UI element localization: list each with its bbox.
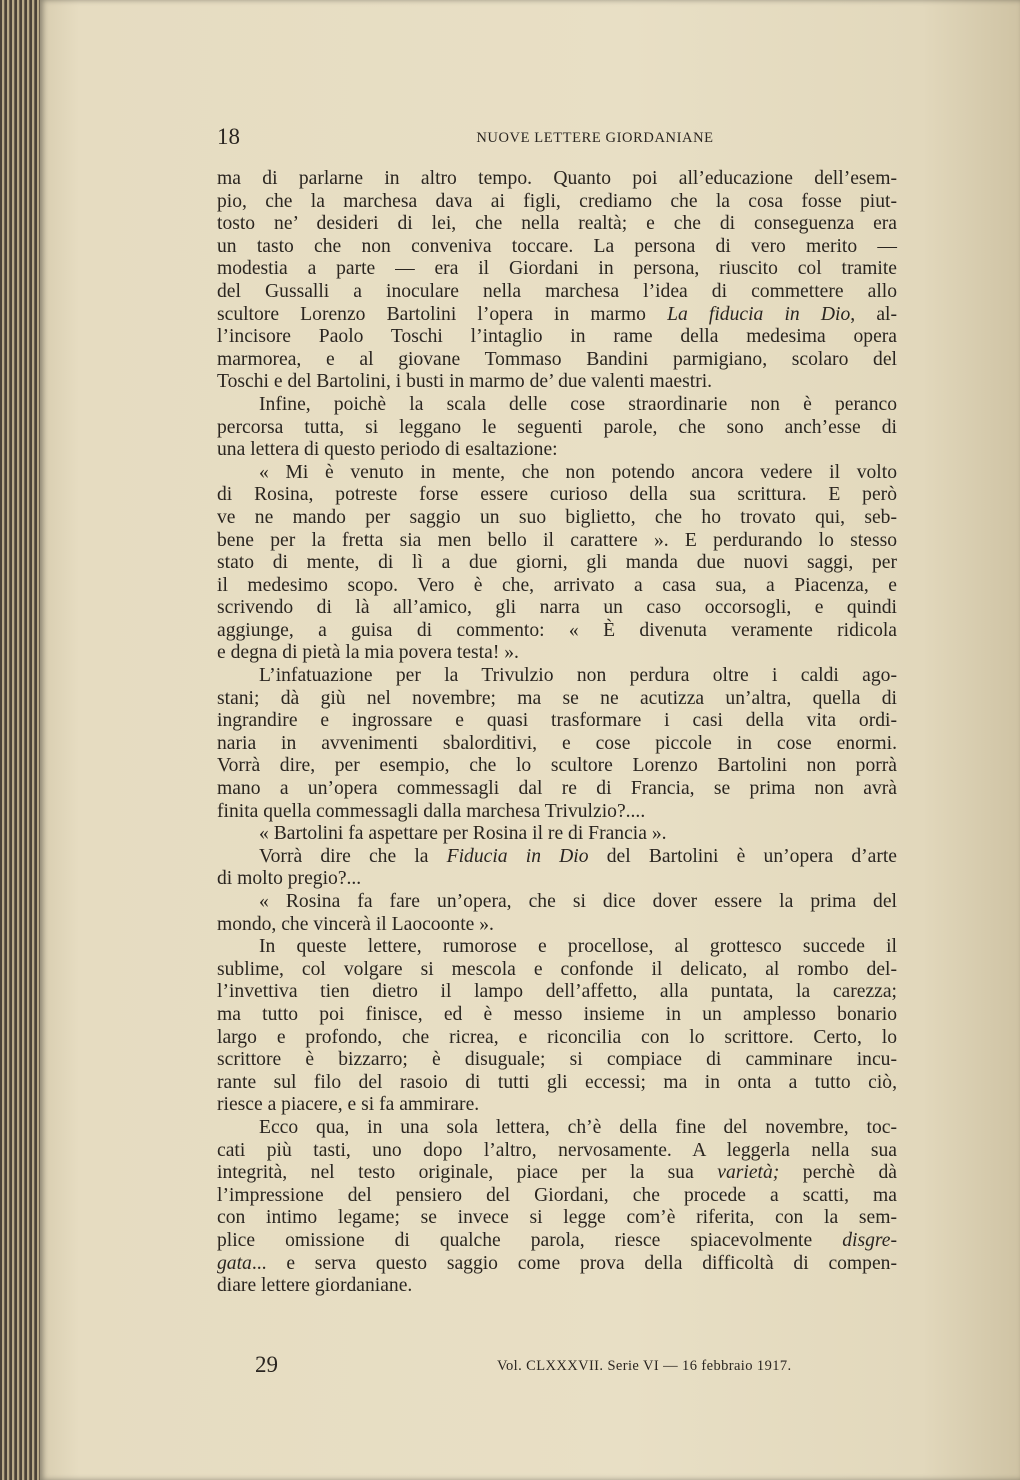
text-line: « Mi è venuto in mente, che non potendo ancora vedere il volto [259, 461, 897, 483]
text-line: il medesimo scopo. Vero è che, arrivato a casa sua, a Piacenza, e [217, 574, 897, 596]
text-line: l’invettiva tien dietro il lampo dell’affetto, alla puntata, la carezza; [217, 981, 897, 1003]
text-line: mano a un’opera commessagli dal re di Francia, se prima non avrà [217, 778, 897, 800]
text-span: del Bartolini è un’opera d’arte [588, 845, 898, 867]
text-line: tosto ne’ desideri di lei, che nella realtà; e che di conseguenza era [217, 213, 897, 235]
text-line: scrivendo di là all’amico, gli narra un caso occorsogli, e quindi [217, 597, 897, 619]
text-line: Infine, poichè la scala delle cose straordinarie non è peranco [259, 393, 897, 415]
paragraph [217, 168, 897, 394]
text-line [217, 1162, 897, 1185]
text-line: sublime, col volgare si mescola e confonde il delicato, al rombo del- [217, 958, 897, 980]
text-line [217, 1230, 897, 1253]
signature-number: 29 [255, 1352, 278, 1377]
italic-text: Fiducia in Dio [446, 845, 589, 867]
text-line: bene per la fretta sia men bello il carattere ». E perdurando lo stesso [217, 529, 897, 551]
volume-info: Vol. CLXXXVII. Serie VI — 16 febbraio 1917. [497, 1358, 792, 1374]
paragraph [217, 665, 897, 823]
text-line: un tasto che non conveniva toccare. La persona di vero merito — [217, 235, 897, 257]
paragraph [217, 1117, 897, 1298]
paragraph [217, 846, 897, 891]
text-line: diare lettere giordaniane. [217, 1275, 413, 1297]
body-text [217, 168, 897, 1298]
text-line: largo e profondo, che ricrea, e riconcilia con lo scrittore. Certo, lo [217, 1026, 897, 1048]
text-line: « Bartolini fa aspettare per Rosina il re di Francia ». [259, 823, 667, 845]
text-line: l’impressione del pensiero del Giordani, che procede a scatti, ma [217, 1184, 897, 1206]
text-line: pio, che la marchesa dava ai figli, crediamo che la cosa fosse piut- [217, 190, 897, 212]
text-line: di Rosina, potreste forse essere curioso della sua scrittura. E però [217, 484, 897, 506]
text-line: « Rosina fa fare un’opera, che si dice dover essere la prima del [259, 891, 897, 912]
text-line: L’infatuazione per la Trivulzio non perdura oltre i caldi ago- [259, 665, 897, 687]
text-span: perchè dà [779, 1162, 897, 1184]
text-line: ve ne mando per saggio un suo biglietto, che ho trovato qui, seb- [217, 506, 897, 528]
text-line: In queste lettere, rumorose e procellose, al grottesco succede il [259, 936, 897, 958]
text-line [217, 846, 897, 869]
text-line: ma di parlarne in altro tempo. Quanto poi all’educazione dell’esem- [217, 168, 897, 189]
paragraph [217, 823, 897, 846]
text-line: finita quella commessagli dalla marchesa Trivulzio?.... [217, 800, 646, 822]
text-line: del Gussalli a inoculare nella marchesa l’idea di commettere allo [217, 280, 897, 302]
text-span: integrità, nel testo originale, piace per la sua [217, 1162, 718, 1184]
text-line: con intimo legame; se invece si legge com’è riferita, con la sem- [217, 1207, 897, 1229]
running-title: NUOVE LETTERE GIORDANIANE [476, 130, 714, 146]
text-line: riesce a piacere, e si fa ammirare. [217, 1094, 480, 1116]
text-line: rante sul filo del rasoio di tutti gli eccessi; ma in onta a tutto ciò, [217, 1071, 897, 1093]
text-line: l’incisore Paolo Toschi l’intaglio in rame della medesima opera [217, 326, 897, 348]
italic-text: varietà; [717, 1162, 780, 1184]
text-line: e degna di pietà la mia povera testa! ». [217, 642, 519, 664]
paragraph [217, 936, 897, 1117]
paragraph [217, 394, 897, 462]
text-line: ingrandire e ingrossare e quasi trasformare i casi della vita ordi- [217, 710, 897, 732]
text-line: percorsa tutta, si leggano le seguenti parole, che sono anch’esse di [217, 416, 897, 438]
text-line: stato di mente, di lì a due giorni, gli manda due nuovi saggi, per [217, 552, 897, 574]
page-number: 18 [217, 124, 240, 149]
text-line: Ecco qua, in una sola lettera, ch’è della fine del novembre, toc- [259, 1116, 897, 1138]
text-span: , al- [850, 303, 897, 325]
paragraph [217, 891, 897, 936]
text-line: naria in avvenimenti sbalorditivi, e cose piccole in cose enormi. [217, 732, 897, 754]
italic-text: La fiducia in Dio [667, 303, 851, 325]
text-line [217, 304, 897, 327]
text-line [217, 1253, 897, 1276]
paragraph [217, 462, 897, 665]
text-line: aggiunge, a guisa di commento: « È divenuta veramente ridicola [217, 619, 897, 641]
text-span: ... e serva questo saggio come prova della difficoltà di compen- [251, 1252, 897, 1274]
text-line: Toschi e del Bartolini, i busti in marmo de’ due valenti maestri. [217, 371, 713, 393]
text-line: Vorrà dire, per esempio, che lo scultore Lorenzo Bartolini non porrà [217, 755, 897, 777]
book-page-edges [0, 0, 44, 1480]
text-line: ma tutto poi finisce, ed è messo insieme in un amplesso bonario [217, 1003, 897, 1025]
text-line: stani; dà giù nel novembre; ma se ne acutizza un’altra, quella di [217, 687, 897, 709]
text-span: plice omissione di qualche parola, riesce spiacevolmente [217, 1229, 843, 1251]
italic-text: disgre- [842, 1229, 897, 1251]
text-span: Vorrà dire che la [259, 845, 447, 867]
text-line: scrittore è bizzarro; è disuguale; si compiace di camminare incu- [217, 1049, 897, 1071]
italic-text: gata [217, 1252, 252, 1274]
text-line: cati più tasti, uno dopo l’altro, nervosamente. A leggerla nella sua [217, 1139, 897, 1161]
text-line: una lettera di questo periodo di esaltazione: [217, 439, 558, 461]
text-span: scultore Lorenzo Bartolini l’opera in marmo [217, 303, 668, 325]
text-line: mondo, che vincerà il Laocoonte ». [217, 913, 494, 935]
text-line: di molto pregio?... [217, 868, 362, 890]
text-line: modestia a parte — era il Giordani in persona, riuscito col tramite [217, 258, 897, 280]
text-line: marmorea, e al giovane Tommaso Bandini parmigiano, scolaro del [217, 348, 897, 370]
